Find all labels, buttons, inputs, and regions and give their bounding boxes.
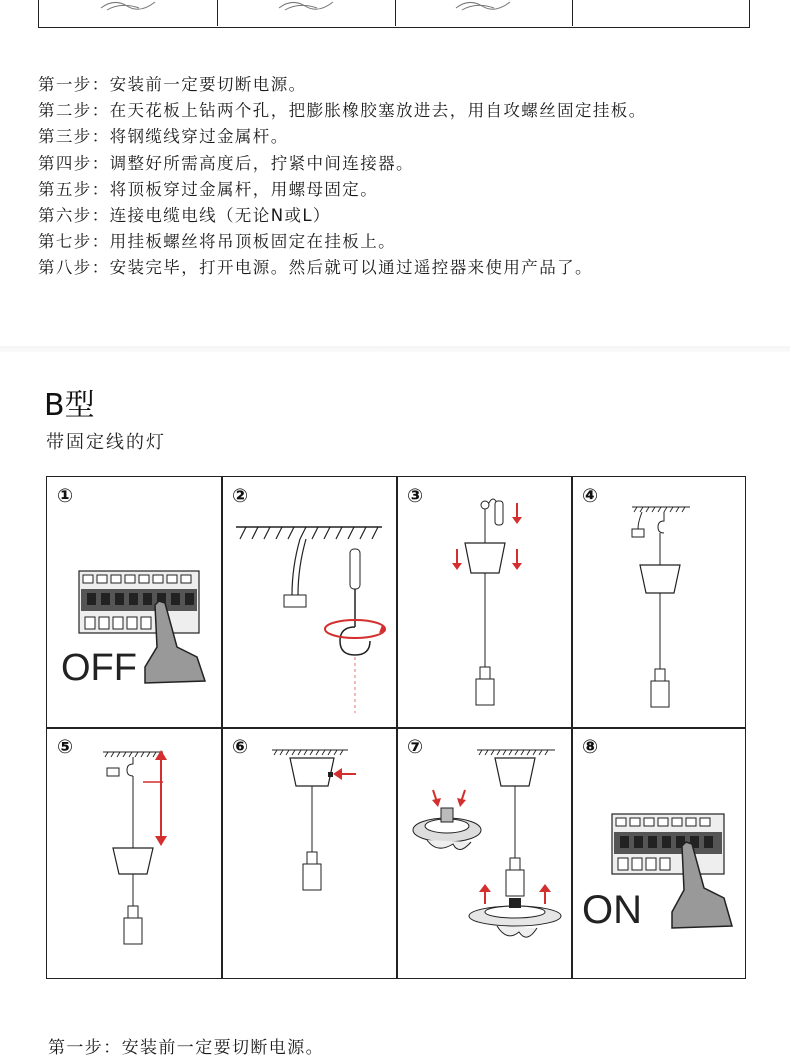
breaker-on-illustration <box>572 728 747 979</box>
panel-step-6 <box>222 728 397 979</box>
panel-step-7 <box>397 728 572 979</box>
panel-step-1 <box>47 477 222 728</box>
step-item: 第八步：安装完毕，打开电源。然后就可以通过遥控器来使用产品了。 <box>38 258 593 278</box>
section-title: B型 <box>44 388 95 423</box>
ceiling-hook-illustration <box>222 477 397 728</box>
step-item: 第四步：调整好所需高度后，拧紧中间连接器。 <box>38 153 414 173</box>
installation-diagram-grid <box>46 476 746 979</box>
canopy-mounted-illustration <box>572 477 747 728</box>
sketch-fragment-icon <box>99 0 159 12</box>
step-item: 第二步：在天花板上钻两个孔，把膨胀橡胶塞放进去，用自攻螺丝固定挂板。 <box>38 101 647 121</box>
canopy-threading-illustration <box>397 477 572 728</box>
breaker-off-illustration <box>47 477 222 728</box>
step-item: 第一步：安装前一定要切断电源。 <box>38 75 307 94</box>
fan-light-mounting-illustration <box>397 728 572 979</box>
step-number: ⑥ <box>232 736 249 758</box>
panel-step-3 <box>397 477 572 728</box>
sketch-fragment-icon <box>277 0 337 12</box>
step-number: ② <box>232 485 249 507</box>
step-item: 第六步：连接电缆电线（无论N或L） <box>38 206 331 226</box>
installation-steps-list <box>38 72 647 282</box>
step-number: ⑦ <box>407 736 424 758</box>
on-label: ON <box>582 888 642 932</box>
step-number: ⑧ <box>582 736 599 758</box>
step-item: 第五步：将顶板穿过金属杆，用螺母固定。 <box>38 179 379 199</box>
panel-step-5 <box>47 728 222 979</box>
panel-step-8 <box>572 728 747 979</box>
step-number: ③ <box>407 485 424 507</box>
top-table <box>38 0 750 28</box>
panel-step-2 <box>222 477 397 728</box>
step-number: ④ <box>582 485 599 507</box>
step-number: ⑤ <box>57 736 74 758</box>
step-item: 第三步：将钢缆线穿过金属杆。 <box>38 127 289 147</box>
step-number: ① <box>57 485 74 507</box>
off-label: OFF <box>61 647 137 689</box>
panel-step-4 <box>572 477 747 728</box>
section-divider <box>0 346 790 352</box>
step-item: 第七步：用挂板螺丝将吊顶板固定在挂板上。 <box>38 232 396 252</box>
height-adjustment-illustration <box>47 728 222 979</box>
canopy-fixing-illustration <box>222 728 397 979</box>
bottom-step-text: 第一步：安装前一定要切断电源。 <box>48 1038 324 1058</box>
section-subtitle: 带固定线的灯 <box>46 432 166 453</box>
sketch-fragment-icon <box>454 0 514 12</box>
